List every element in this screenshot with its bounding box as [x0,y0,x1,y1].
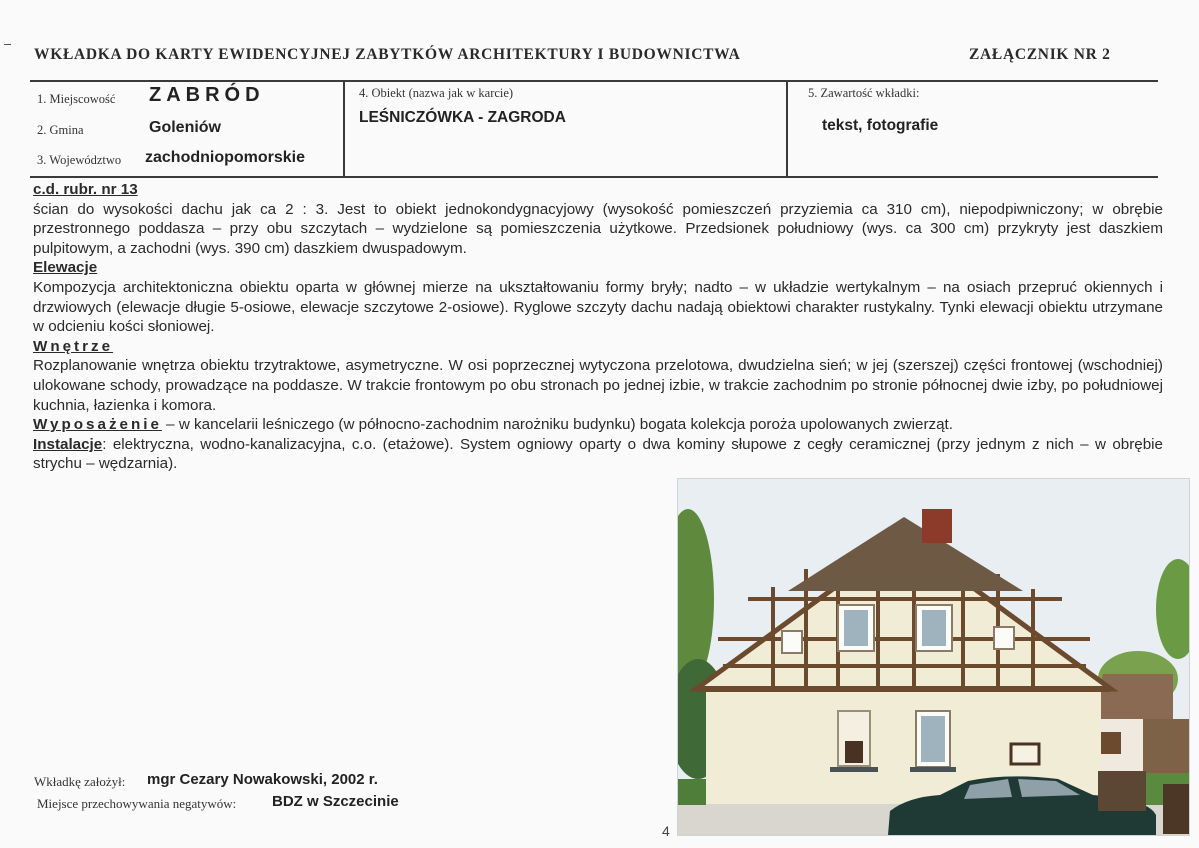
installations-text: : elektryczna, wodno-kanalizacyjna, c.o. (etażowe). System ogniowy oparty o dwa kominy słupowe z cegły ceramicznej (przy jednym z nich – w obrębie strychu – wędzarnia). [33,435,1163,473]
locality-label: 1. Miejscowość [37,92,116,106]
author-label: Wkładkę założył: [34,774,126,789]
equipment-text: – w kancelarii leśniczego (w północno-zachodnim narożniku budynku) bogata kolekcja poroża upolowanych zwierząt. [161,416,953,434]
locality-value: ZABRÓD [149,84,265,106]
negatives-value: BDZ w Szczecinie [272,793,399,810]
building-photo [677,478,1190,836]
elevations-heading: Elewacje [33,259,98,277]
voivodeship-label: 3. Województwo [37,153,122,167]
photo-illustration [678,479,1189,835]
table-divider-2 [786,80,788,178]
commune-value: Goleniów [149,119,221,136]
form-title: WKŁADKA DO KARTY EWIDENCYJNEJ ZABYTKÓW ARCHITEKTURY I BUDOWNICTWA [34,46,741,63]
margin-dash [4,44,11,45]
equipment-heading: Wyposażenie [33,416,162,434]
intro-paragraph: ścian do wysokości dachu jak ca 2 : 3. Jest to obiekt jednokondygnacyjowy (wysokość pomieszczeń przyziemia ca 310 cm), niepodpiwniczony; w obrębie przestronnego poddasza – przy obu szczytach – wydzielone są pomieszczenia użytkowe. Przedsionek południowy (wys. ca 300 cm) przykryty jest daszkiem pulpitowym, a zachodni (wys. 390 cm) daszkiem dwuspadowym. [33,200,1163,257]
table-bottom-line [30,176,1158,178]
annex-number: ZAŁĄCZNIK NR 2 [969,46,1111,63]
chimney [922,509,952,543]
elevations-paragraph: Kompozycja architektoniczna obiektu oparta w głównej mierze na ukształtowaniu formy bryły; nadto – w układzie wertykalnym – na osiach przepruć okiennych i drzwiowych (elewacje długie 5-osiowe, elewacje szczytowe 2-osiowe). Ryglowe szczyty dachu nadają obiektowi charakter rustykalny. Tynki elewacji obiektu utrzymane w odcieniu kości słoniowej. [33,278,1163,336]
negatives-label: Miejsce przechowywania negatywów: [37,796,237,811]
continuation-heading: c.d. rubr. nr 13 [33,181,138,198]
table-top-line [30,80,1158,82]
installations-heading: Instalacje [33,435,103,453]
contents-label: 5. Zawartość wkładki: [808,86,920,100]
object-label: 4. Obiekt (nazwa jak w karcie) [359,86,514,100]
contents-value: tekst, fotografie [822,117,939,134]
object-value: LEŚNICZÓWKA - ZAGRODA [359,109,566,126]
table-divider-1 [343,80,345,178]
interior-heading: Wnętrze [33,337,114,355]
description-body [33,180,1163,474]
voivodeship-value: zachodniopomorskie [145,149,306,166]
interior-paragraph: Rozplanowanie wnętrza obiektu trzytraktowe, asymetryczne. W osi poprzecznej wytyczona przelotowa, dwudzielna sień; w jej (szerszej) części frontowej (wschodniej) ulokowane schody, prowadzące na poddasze. W trakcie frontowym po obu stronach po jednej izbie, w trakcie zachodnim po stronie północnej dwie izby, po południowej kuchnia, łazienka i komora. [33,357,1163,414]
page-number: 4 [662,823,670,839]
author-value: mgr Cezary Nowakowski, 2002 r. [147,771,378,788]
commune-label: 2. Gmina [37,123,84,137]
